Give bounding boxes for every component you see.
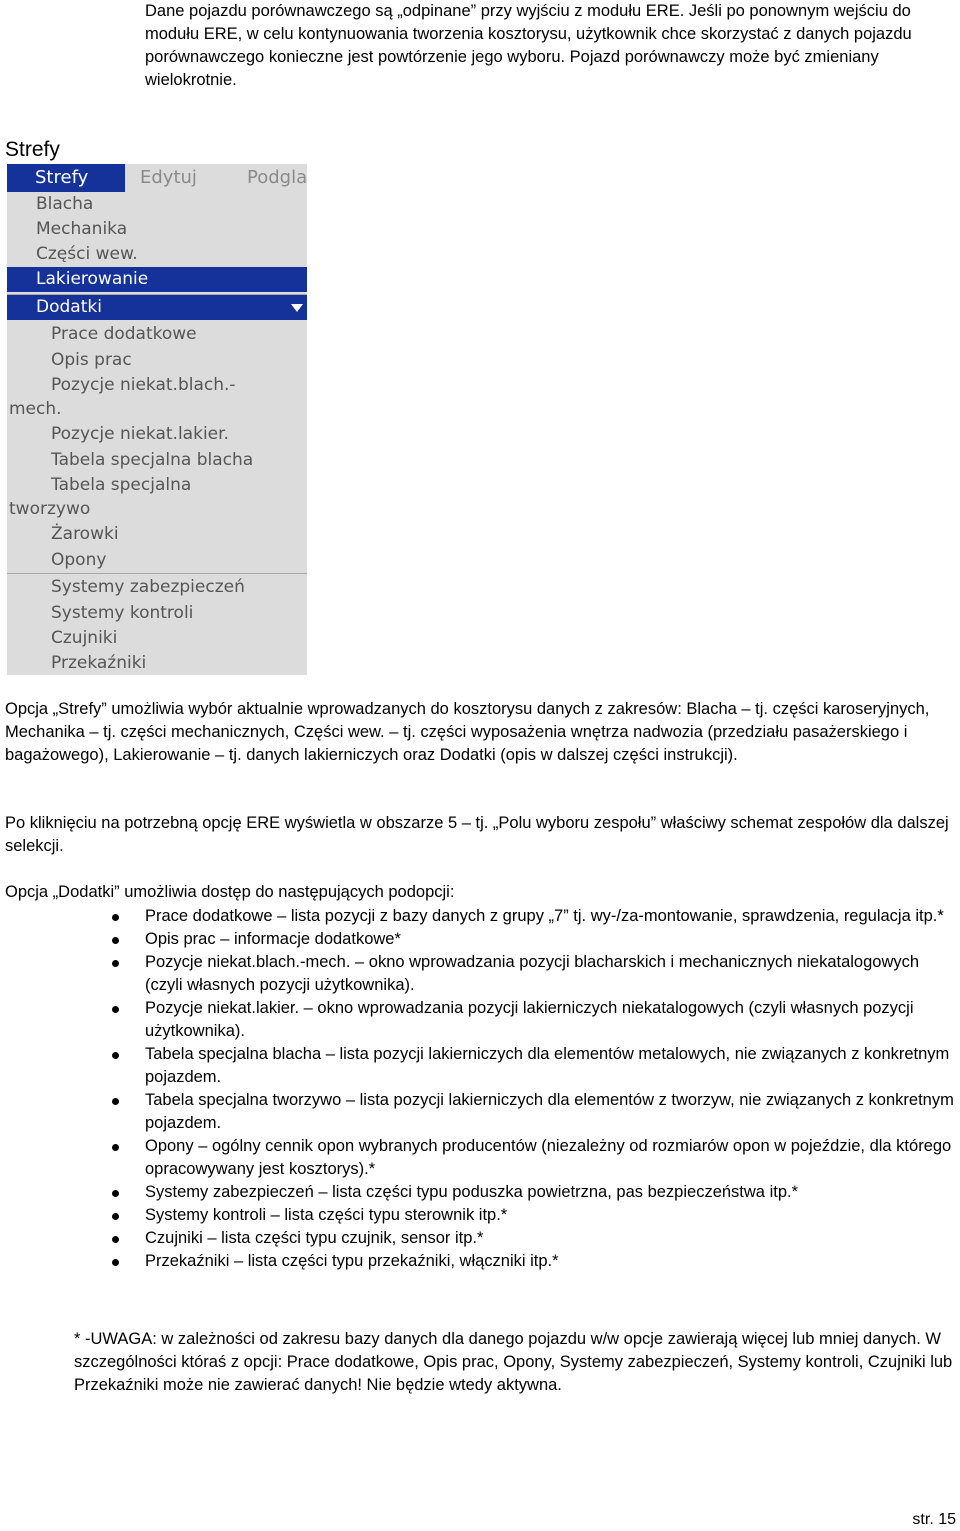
submenu-tabela-specjalna-tworzywo[interactable]: Tabela specjalna: [51, 475, 192, 495]
menu-item-dodatki-label: Dodatki: [36, 297, 102, 317]
list-item: Opis prac – informacje dodatkowe*: [0, 928, 957, 951]
submenu-systemy-zabezpieczen[interactable]: Systemy zabezpieczeń: [51, 577, 245, 597]
menu-item-czesci-wew[interactable]: Części wew.: [36, 244, 138, 264]
bullet-icon: [112, 1236, 119, 1243]
dodatki-bullet-list: [0, 905, 960, 1273]
list-item: Tabela specjalna tworzywo – lista pozycji lakierniczych dla elementów z tworzyw, nie związanych z konkretnym pojazdem.: [0, 1089, 957, 1135]
submenu-pozycje-niekat-lakier[interactable]: Pozycje niekat.lakier.: [51, 424, 229, 444]
page-number: str. 15: [912, 1511, 956, 1528]
list-item: Systemy kontroli – lista części typu sterownik itp.*: [0, 1204, 957, 1227]
menu-item-blacha[interactable]: Blacha: [36, 194, 94, 214]
menu-bar: [7, 164, 307, 192]
menu-item-lakierowanie[interactable]: Lakierowanie: [7, 267, 307, 292]
paragraph-strefy: Opcja „Strefy” umożliwia wybór aktualnie wprowadzanych do kosztorysu danych z zakresów: Blacha – tj. części karoseryjnych, Mechanika – tj. części mechanicznych, Części wew. – tj. części wyposażenia wnętrza nadwozia (przedziału pasażerskiego i bagażowego), Lakierowanie – tj. danych lakierniczych oraz Dodatki (opis w dalszej części instrukcji).: [5, 700, 930, 764]
submenu-pozycje-niekat-blach[interactable]: Pozycje niekat.blach.-: [51, 375, 236, 395]
list-item: Prace dodatkowe – lista pozycji z bazy danych z grupy „7” tj. wy-/za-montowanie, sprawdzenia, regulacja itp.*: [0, 905, 957, 928]
bullet-icon: [112, 914, 119, 921]
bullet-icon: [112, 960, 119, 967]
bullet-icon: [112, 1213, 119, 1220]
paragraph-dodatki: Opcja „Dodatki” umożliwia dostęp do następujących podopcji:: [5, 883, 455, 901]
bullet-icon: [112, 1259, 119, 1266]
list-item: Tabela specjalna blacha – lista pozycji lakierniczych dla elementów metalowych, nie związanych z konkretnym pojazdem.: [0, 1043, 957, 1089]
menu-item-mechanika[interactable]: Mechanika: [36, 219, 128, 239]
list-item: Systemy zabezpieczeń – lista części typu poduszka powietrzna, pas bezpieczeństwa itp.*: [0, 1181, 957, 1204]
menu-divider: [7, 573, 307, 574]
submenu-systemy-kontroli[interactable]: Systemy kontroli: [51, 603, 194, 623]
bullet-icon: [112, 1052, 119, 1059]
submenu-przekazniki[interactable]: Przekaźniki: [51, 653, 147, 673]
paragraph-po-kliknieciu: Po kliknięciu na potrzebną opcję ERE wyświetla w obszarze 5 – tj. „Polu wyboru zespołu” właściwy schemat zespołów dla dalszej selekcji.: [5, 814, 949, 855]
menu-item-dodatki[interactable]: [7, 295, 307, 320]
intro-paragraph: Dane pojazdu porównawczego są „odpinane” przy wyjściu z modułu ERE. Jeśli po ponownym wejściu do modułu ERE, w celu kontynuowania tworzenia kosztorysu, użytkownik chce skorzystać z danych pojazdu porównawczego konieczne jest powtórzenie jego wyboru. Pojazd porównawczy może być zmieniany wielokrotnie.: [145, 2, 912, 89]
tab-edytuj[interactable]: Edytuj: [140, 167, 197, 188]
bullet-icon: [112, 1190, 119, 1197]
submenu-opony[interactable]: Opony: [51, 550, 107, 570]
submenu-tabela-specjalna-tworzywo-cont[interactable]: tworzywo: [9, 499, 91, 519]
list-item: Przekaźniki – lista części typu przekaźniki, włączniki itp.*: [0, 1250, 957, 1273]
list-item: Czujniki – lista części typu czujnik, sensor itp.*: [0, 1227, 957, 1250]
intro-text: [145, 0, 957, 92]
section-title: Strefy: [5, 138, 60, 161]
submenu-pozycje-niekat-blach-cont[interactable]: mech.: [9, 399, 62, 419]
list-item: Pozycje niekat.blach.-mech. – okno wprowadzania pozycji blacharskich i mechanicznych niekatalogowych (czyli własnych pozycji użytkownika).: [0, 951, 957, 997]
submenu-opis-prac[interactable]: Opis prac: [51, 350, 132, 370]
submenu-prace-dodatkowe[interactable]: Prace dodatkowe: [51, 324, 197, 344]
submenu-tabela-specjalna-blacha[interactable]: Tabela specjalna blacha: [51, 450, 254, 470]
bullet-icon: [112, 937, 119, 944]
bullet-icon: [112, 1006, 119, 1013]
tab-podglad[interactable]: Podgla: [247, 167, 307, 188]
tab-strefy[interactable]: Strefy: [7, 164, 125, 192]
bullet-icon: [112, 1098, 119, 1105]
strefy-menu-screenshot: [7, 164, 307, 675]
dropdown-arrow-icon: [291, 304, 303, 312]
bullet-icon: [112, 1144, 119, 1151]
list-item: Pozycje niekat.lakier. – okno wprowadzania pozycji lakierniczych niekatalogowych (czyli własnych pozycji użytkownika).: [0, 997, 957, 1043]
submenu-czujniki[interactable]: Czujniki: [51, 628, 118, 648]
list-item: Opony – ogólny cennik opon wybranych producentów (niezależny od rozmiarów opon w pojeździe, dla którego opracowywany jest kosztorys).*: [0, 1135, 957, 1181]
submenu-zarowki[interactable]: Żarowki: [51, 524, 119, 544]
uwaga-note: * -UWAGA: w zależności od zakresu bazy danych dla danego pojazdu w/w opcje zawierają więcej lub mniej danych. W szczególności któraś z opcji: Prace dodatkowe, Opis prac, Opony, Systemy zabezpieczeń, Systemy kontroli, Czujniki lub Przekaźniki może nie zawierać danych! Nie będzie wtedy aktywna.: [74, 1330, 953, 1394]
